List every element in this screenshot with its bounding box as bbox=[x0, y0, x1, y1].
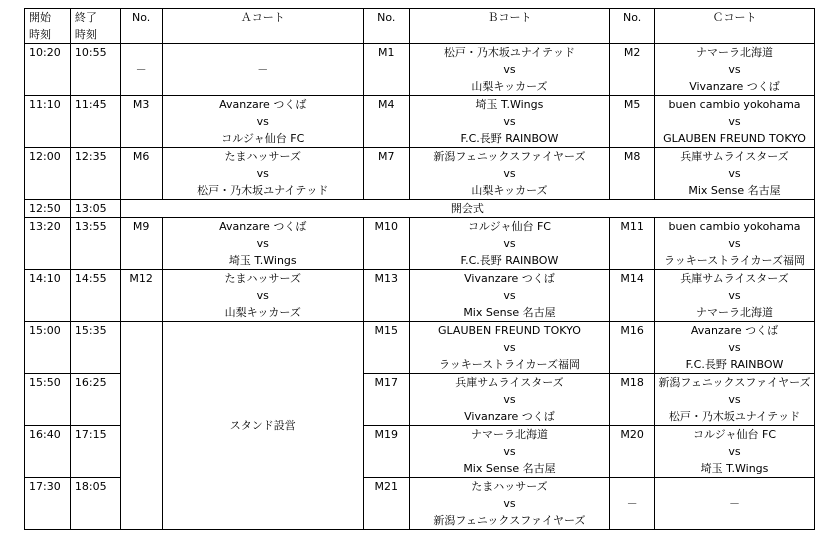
team-away: ナマーラ北海道 bbox=[696, 306, 773, 319]
vs-label: vs bbox=[728, 115, 741, 128]
match-no-a: M9 bbox=[120, 218, 162, 270]
match-a bbox=[162, 270, 363, 322]
match-c-empty: － bbox=[655, 478, 815, 530]
team-home: 兵庫サムライスターズ bbox=[680, 150, 789, 163]
vs-label: vs bbox=[728, 289, 741, 302]
schedule-table bbox=[24, 8, 815, 530]
vs-label: vs bbox=[728, 167, 741, 180]
vs-label: vs bbox=[256, 167, 269, 180]
header-no-a: No. bbox=[120, 9, 162, 44]
stand-setup: スタンド設営 bbox=[162, 322, 363, 530]
team-away: F.C.長野 RAINBOW bbox=[460, 254, 559, 267]
team-home: 埼玉 T.Wings bbox=[475, 98, 544, 111]
match-c bbox=[655, 270, 815, 322]
vs-label: vs bbox=[503, 237, 516, 250]
match-a bbox=[162, 96, 363, 148]
match-no-c: M18 bbox=[610, 374, 655, 426]
end-time: 10:55 bbox=[70, 44, 120, 96]
start-time: 11:10 bbox=[25, 96, 71, 148]
match-b bbox=[409, 96, 610, 148]
end-time: 15:35 bbox=[70, 322, 120, 374]
team-home: Avanzare つくば bbox=[219, 220, 307, 233]
match-no-c: M20 bbox=[610, 426, 655, 478]
team-home: コルジャ仙台 FC bbox=[467, 220, 551, 233]
match-c bbox=[655, 148, 815, 200]
match-c bbox=[655, 374, 815, 426]
team-away: 松戸・乃木坂ユナイテッド bbox=[668, 410, 801, 423]
header-no-b: No. bbox=[363, 9, 409, 44]
start-time: 10:20 bbox=[25, 44, 71, 96]
match-no-c: M14 bbox=[610, 270, 655, 322]
team-away: 山梨キッカーズ bbox=[471, 184, 548, 197]
vs-label: vs bbox=[503, 63, 516, 76]
start-time: 12:00 bbox=[25, 148, 71, 200]
team-away: 新潟フェニックスファイヤーズ bbox=[433, 514, 586, 527]
end-time: 14:55 bbox=[70, 270, 120, 322]
match-b bbox=[409, 148, 610, 200]
team-home: GLAUBEN FREUND TOKYO bbox=[438, 324, 581, 337]
team-away: コルジャ仙台 FC bbox=[221, 132, 305, 145]
match-no-b: M10 bbox=[363, 218, 409, 270]
match-b bbox=[409, 44, 610, 96]
team-away: GLAUBEN FREUND TOKYO bbox=[663, 132, 806, 145]
vs-label: vs bbox=[256, 289, 269, 302]
match-a bbox=[162, 148, 363, 200]
team-away: 山梨キッカーズ bbox=[471, 80, 548, 93]
end-time: 11:45 bbox=[70, 96, 120, 148]
schedule-row bbox=[25, 322, 815, 374]
match-no-b: M21 bbox=[363, 478, 409, 530]
vs-label: vs bbox=[728, 341, 741, 354]
start-time: 16:40 bbox=[25, 426, 71, 478]
end-time: 16:25 bbox=[70, 374, 120, 426]
match-a bbox=[162, 218, 363, 270]
match-no-c-empty: － bbox=[610, 478, 655, 530]
vs-label: vs bbox=[503, 445, 516, 458]
team-away: 埼玉 T.Wings bbox=[700, 462, 769, 475]
table-body bbox=[25, 44, 815, 530]
team-home: ナマーラ北海道 bbox=[470, 428, 548, 441]
match-no-c: M2 bbox=[610, 44, 655, 96]
match-b bbox=[409, 322, 610, 374]
schedule-row bbox=[25, 96, 815, 148]
header-start-time: 開始 時刻 bbox=[25, 9, 71, 44]
start-time: 14:10 bbox=[25, 270, 71, 322]
header-court-b: Ｂコート bbox=[409, 9, 610, 44]
match-c bbox=[655, 96, 815, 148]
team-away: Mix Sense 名古屋 bbox=[463, 462, 556, 475]
team-away: F.C.長野 RAINBOW bbox=[460, 132, 559, 145]
match-no-b: M7 bbox=[363, 148, 409, 200]
team-home: ナマーラ北海道 bbox=[696, 46, 773, 59]
team-away: ラッキーストライカーズ福岡 bbox=[663, 254, 806, 267]
match-c bbox=[655, 322, 815, 374]
start-time: 15:50 bbox=[25, 374, 71, 426]
table-header bbox=[25, 9, 815, 44]
team-home: buen cambio yokohama bbox=[668, 220, 801, 233]
start-time: 15:00 bbox=[25, 322, 71, 374]
match-no-b: M4 bbox=[363, 96, 409, 148]
end-time: 13:05 bbox=[70, 200, 120, 218]
match-no-c: M16 bbox=[610, 322, 655, 374]
match-a-empty: － bbox=[162, 44, 363, 96]
header-end-time: 終了 時刻 bbox=[70, 9, 120, 44]
team-home: たまハッサーズ bbox=[224, 272, 301, 285]
vs-label: vs bbox=[503, 393, 516, 406]
team-home: たまハッサーズ bbox=[224, 150, 301, 163]
match-c bbox=[655, 218, 815, 270]
team-away: ラッキーストライカーズ福岡 bbox=[438, 358, 580, 371]
team-away: Vivanzare つくば bbox=[689, 80, 780, 93]
ceremony-row bbox=[25, 200, 815, 218]
team-home: たまハッサーズ bbox=[471, 480, 548, 493]
match-no-c: M11 bbox=[610, 218, 655, 270]
vs-label: vs bbox=[728, 237, 741, 250]
match-b bbox=[409, 478, 610, 530]
end-time: 17:15 bbox=[70, 426, 120, 478]
schedule-row bbox=[25, 218, 815, 270]
vs-label: vs bbox=[728, 445, 741, 458]
team-away: 埼玉 T.Wings bbox=[228, 254, 297, 267]
vs-label: vs bbox=[256, 115, 269, 128]
team-home: 新潟フェニックスファイヤーズ bbox=[433, 150, 586, 163]
team-away: 松戸・乃木坂ユナイテッド bbox=[197, 184, 329, 197]
header-court-a: Ａコート bbox=[162, 9, 363, 44]
start-time: 13:20 bbox=[25, 218, 71, 270]
match-no-a-empty bbox=[120, 322, 162, 530]
team-away: 山梨キッカーズ bbox=[224, 306, 301, 319]
match-b bbox=[409, 374, 610, 426]
team-home: Vivanzare つくば bbox=[464, 272, 555, 285]
team-away: F.C.長野 RAINBOW bbox=[685, 358, 784, 371]
start-time: 12:50 bbox=[25, 200, 71, 218]
team-away: Vivanzare つくば bbox=[464, 410, 555, 423]
schedule-row bbox=[25, 148, 815, 200]
match-no-c: M5 bbox=[610, 96, 655, 148]
header-court-c: Ｃコート bbox=[655, 9, 815, 44]
end-time: 13:55 bbox=[70, 218, 120, 270]
vs-label: vs bbox=[256, 237, 269, 250]
vs-label: vs bbox=[503, 289, 516, 302]
team-home: 新潟フェニックスファイヤーズ bbox=[658, 376, 811, 389]
match-b bbox=[409, 426, 610, 478]
match-no-b: M15 bbox=[363, 322, 409, 374]
schedule-row bbox=[25, 270, 815, 322]
header-no-c: No. bbox=[610, 9, 655, 44]
team-home: 松戸・乃木坂ユナイテッド bbox=[443, 46, 576, 59]
match-no-b: M1 bbox=[363, 44, 409, 96]
start-time: 17:30 bbox=[25, 478, 71, 530]
schedule-row bbox=[25, 44, 815, 96]
vs-label: vs bbox=[503, 341, 516, 354]
vs-label: vs bbox=[728, 63, 741, 76]
match-no-a: M12 bbox=[120, 270, 162, 322]
match-no-a-empty: － bbox=[120, 44, 162, 96]
vs-label: vs bbox=[728, 393, 741, 406]
end-time: 12:35 bbox=[70, 148, 120, 200]
match-no-c: M8 bbox=[610, 148, 655, 200]
vs-label: vs bbox=[503, 497, 516, 510]
end-time: 18:05 bbox=[70, 478, 120, 530]
team-home: Avanzare つくば bbox=[690, 324, 779, 337]
match-no-a: M6 bbox=[120, 148, 162, 200]
vs-label: vs bbox=[503, 115, 516, 128]
match-no-b: M19 bbox=[363, 426, 409, 478]
opening-ceremony: 開会式 bbox=[120, 200, 814, 218]
team-home: Avanzare つくば bbox=[219, 98, 307, 111]
team-away: Mix Sense 名古屋 bbox=[463, 306, 556, 319]
match-b bbox=[409, 218, 610, 270]
match-no-b: M13 bbox=[363, 270, 409, 322]
team-home: 兵庫サムライスターズ bbox=[455, 376, 564, 389]
team-away: Mix Sense 名古屋 bbox=[688, 184, 781, 197]
team-home: コルジャ仙台 FC bbox=[693, 428, 777, 441]
match-c bbox=[655, 426, 815, 478]
match-b bbox=[409, 270, 610, 322]
team-home: 兵庫サムライスターズ bbox=[680, 272, 789, 285]
match-no-b: M17 bbox=[363, 374, 409, 426]
team-home: buen cambio yokohama bbox=[668, 98, 801, 111]
match-no-a: M3 bbox=[120, 96, 162, 148]
vs-label: vs bbox=[503, 167, 516, 180]
match-c bbox=[655, 44, 815, 96]
